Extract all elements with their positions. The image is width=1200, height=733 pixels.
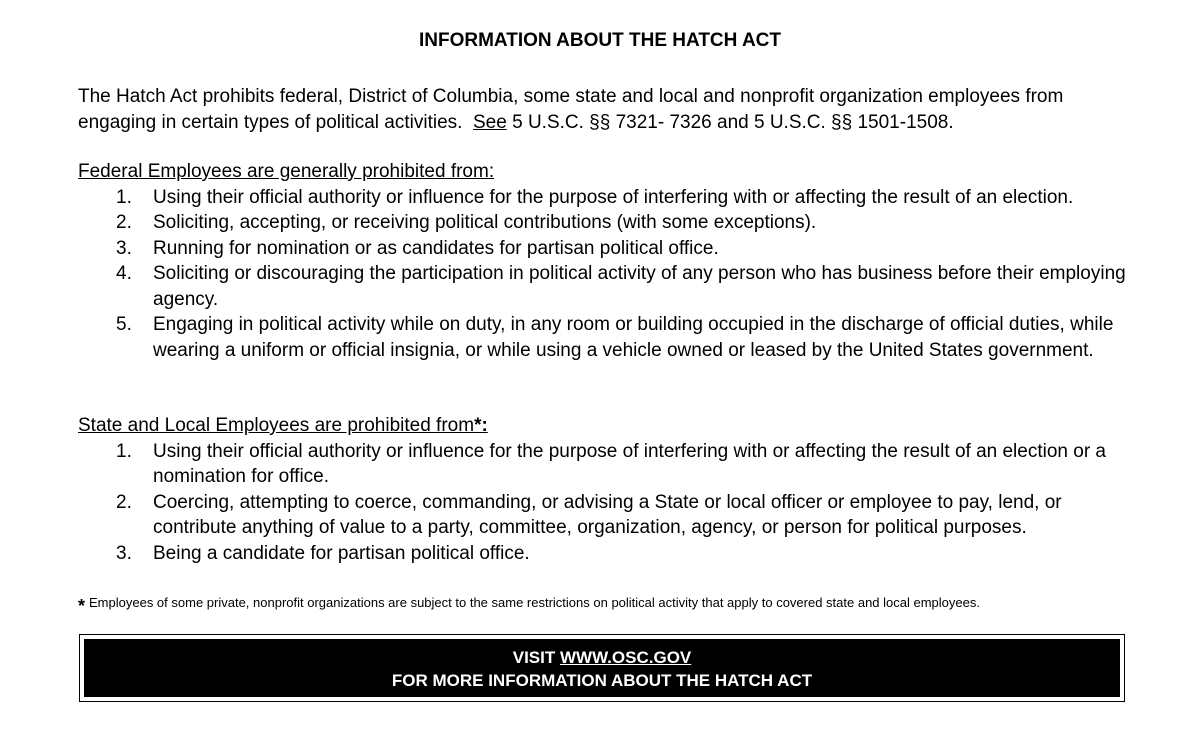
- state-heading-text: State and Local Employees are prohibited from: [78, 415, 475, 436]
- item-number: 3.: [116, 237, 132, 259]
- item-number: 2.: [116, 212, 132, 233]
- state-section: [78, 413, 1148, 566]
- item-text: Engaging in political activity while on duty, in any room or building occupied in the discharge of official duties, while wearing a uniform or official insignia, or while using a vehicle owned or leased by the United States government.: [153, 314, 1114, 361]
- banner-box: [84, 639, 1120, 697]
- osc-link[interactable]: WWW.OSC.GOV: [559, 648, 692, 667]
- item-number: 1.: [116, 186, 132, 208]
- federal-section: [78, 159, 1148, 363]
- item-number: 1.: [116, 440, 132, 462]
- federal-item: [78, 185, 1148, 211]
- asterisk-icon: *: [78, 596, 86, 616]
- intro-text: The Hatch Act prohibits federal, District of Columbia, some state and local and nonprofit organization employees from engaging in certain types of political activities.: [78, 86, 1064, 133]
- item-number: 2.: [116, 491, 132, 513]
- federal-item: [78, 210, 1148, 236]
- osc-banner: [79, 634, 1125, 702]
- federal-heading-text: Federal Employees are generally prohibited from:: [78, 161, 495, 182]
- item-number: 4.: [116, 263, 132, 284]
- state-item: [78, 490, 1148, 541]
- item-text: Soliciting or discouraging the participation in political activity of any person who has business before their employing agency.: [153, 263, 1126, 310]
- item-number: 5.: [116, 314, 132, 335]
- state-item: [78, 439, 1148, 490]
- federal-item: [78, 261, 1148, 312]
- footnote-text: Employees of some private, nonprofit organizations are subject to the same restrictions on political activity that apply to covered state and local employees.: [89, 595, 980, 610]
- federal-heading: [78, 159, 1148, 185]
- item-text: Using their official authority or influence for the purpose of interfering with or affecting the result of an election or a nomination for office.: [153, 440, 1106, 487]
- intro-paragraph: [78, 84, 1138, 135]
- item-text: Being a candidate for partisan political office.: [153, 542, 530, 564]
- state-list: [78, 439, 1148, 567]
- federal-list: [78, 185, 1148, 364]
- banner-line-2: FOR MORE INFORMATION ABOUT THE HATCH ACT: [391, 671, 813, 690]
- state-heading: [78, 413, 1148, 439]
- banner-line-1: [84, 646, 1120, 669]
- item-text: Coercing, attempting to coerce, commanding, or advising a State or local officer or employee to pay, lend, or contribute anything of value to a party, committee, organization, agency, or person for political purposes.: [153, 491, 1062, 538]
- see-label: See: [473, 111, 507, 133]
- item-text: Running for nomination or as candidates for partisan political office.: [153, 237, 719, 259]
- page-title: INFORMATION ABOUT THE HATCH ACT: [418, 30, 781, 51]
- item-number: 3.: [116, 542, 132, 564]
- federal-item: [78, 236, 1148, 262]
- footnote: [78, 592, 1148, 616]
- visit-label: VISIT: [512, 648, 556, 667]
- intro-citation: 5 U.S.C. §§ 7321- 7326 and 5 U.S.C. §§ 1501-1508.: [512, 111, 954, 133]
- state-item: [78, 541, 1148, 567]
- item-text: Soliciting, accepting, or receiving political contributions (with some exceptions).: [153, 212, 817, 233]
- footnote-marker: *:: [474, 415, 488, 436]
- item-text: Using their official authority or influence for the purpose of interfering with or affecting the result of an election.: [153, 186, 1074, 208]
- federal-item: [78, 312, 1148, 363]
